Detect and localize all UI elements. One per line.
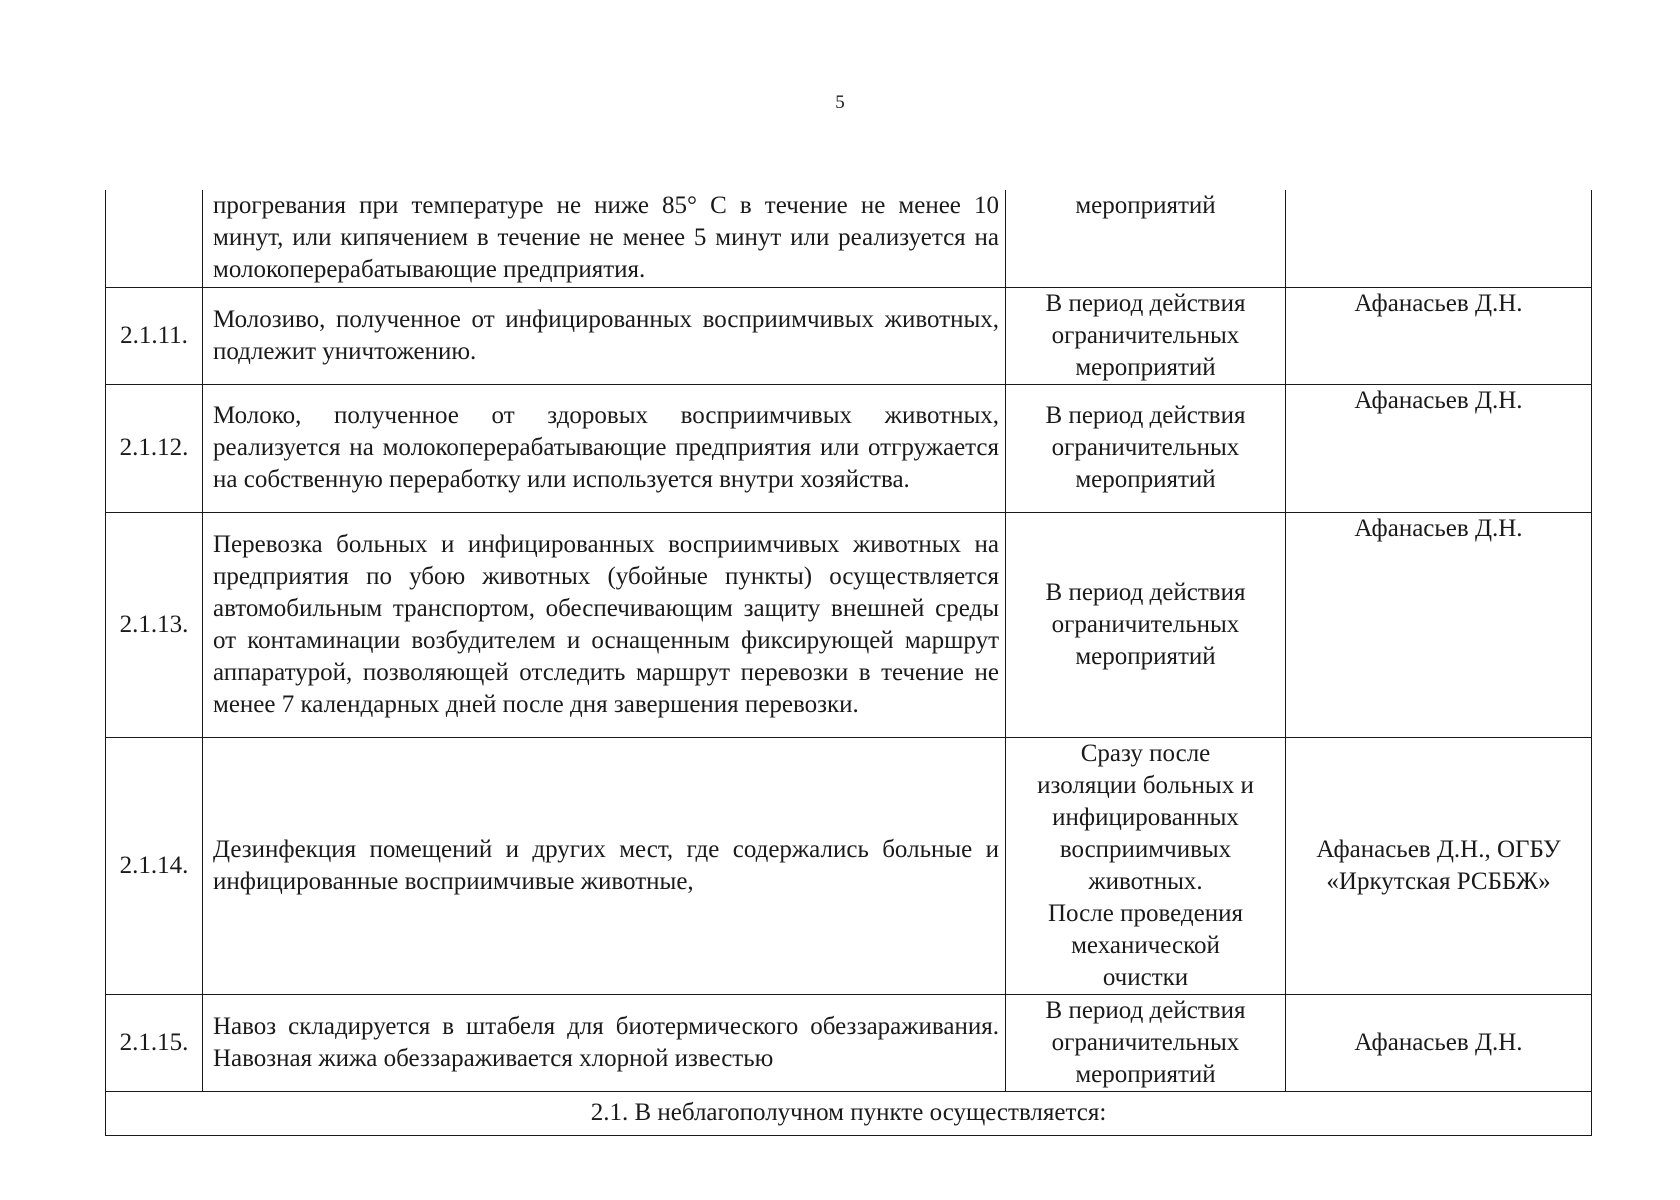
measure-responsible: Афанасьев Д.Н.	[1286, 994, 1592, 1091]
measure-term: мероприятий	[1006, 190, 1286, 287]
table-row	[106, 384, 1592, 512]
row-number: 2.1.14.	[106, 737, 203, 994]
table-row	[106, 737, 1592, 994]
measure-text: Дезинфекция помещений и других мест, где содержались больные и инфицированные восприимчивые животные,	[203, 737, 1006, 994]
measure-responsible	[1286, 737, 1592, 994]
measure-term	[1006, 737, 1286, 994]
responsible-line: «Иркутская РСББЖ»	[1326, 867, 1551, 895]
term-line: животных.	[1088, 867, 1203, 895]
table-row	[106, 1091, 1592, 1135]
measure-text: Молозиво, полученное от инфицированных восприимчивых животных, подлежит уничтожению.	[203, 287, 1006, 384]
measure-responsible: Афанасьев Д.Н.	[1286, 512, 1592, 737]
measure-term: В период действия ограничительных мероприятий	[1006, 287, 1286, 384]
row-number	[106, 190, 203, 287]
measure-text: Перевозка больных и инфицированных восприимчивых животных на предприятия по убою животных (убойные пункты) осуществляется автомобильным транспортом, обеспечивающим защиту внешней среды от контаминации возбудителем и оснащенным фиксирующей маршрут аппаратурой, позволяющей отследить маршрут перевозки в течение не менее 7 календарных дней после дня завершения перевозки.	[203, 512, 1006, 737]
row-number: 2.1.11.	[106, 287, 203, 384]
row-number: 2.1.12.	[106, 384, 203, 512]
measure-text: прогревания при температуре не ниже 85° С в течение не менее 10 минут, или кипячением в течение не менее 5 минут или реализуется на молокоперерабатывающие предприятия.	[203, 190, 1006, 287]
term-line: восприимчивых	[1059, 835, 1232, 863]
page-number: 5	[835, 92, 845, 113]
term-line: очистки	[1102, 963, 1189, 991]
section-heading: 2.1. В неблагополучном пункте осуществляется:	[106, 1091, 1592, 1135]
term-line: механической	[1071, 931, 1220, 959]
measure-responsible	[1286, 190, 1592, 287]
table-row	[106, 512, 1592, 737]
measure-term: В период действия ограничительных мероприятий	[1006, 994, 1286, 1091]
term-line: инфицированных	[1052, 803, 1239, 831]
table-row	[106, 994, 1592, 1091]
measures-table	[105, 190, 1592, 1136]
measure-text: Молоко, полученное от здоровых восприимчивых животных, реализуется на молокоперерабатывающие предприятия или отгружается на собственную переработку или используется внутри хозяйства.	[203, 384, 1006, 512]
term-line: После проведения	[1048, 899, 1243, 927]
measure-responsible: Афанасьев Д.Н.	[1286, 384, 1592, 512]
term-line: изоляции больных и	[1037, 771, 1254, 799]
measure-text: Навоз складируется в штабеля для биотермического обеззараживания. Навозная жижа обеззараживается хлорной известью	[203, 994, 1006, 1091]
table-row	[106, 287, 1592, 384]
row-number: 2.1.15.	[106, 994, 203, 1091]
measure-responsible: Афанасьев Д.Н.	[1286, 287, 1592, 384]
measure-term: В период действия ограничительных мероприятий	[1006, 384, 1286, 512]
row-number: 2.1.13.	[106, 512, 203, 737]
table-row	[106, 190, 1592, 287]
responsible-line: Афанасьев Д.Н., ОГБУ	[1316, 835, 1561, 863]
measure-term: В период действия ограничительных мероприятий	[1006, 512, 1286, 737]
term-line: Сразу после	[1080, 739, 1211, 767]
